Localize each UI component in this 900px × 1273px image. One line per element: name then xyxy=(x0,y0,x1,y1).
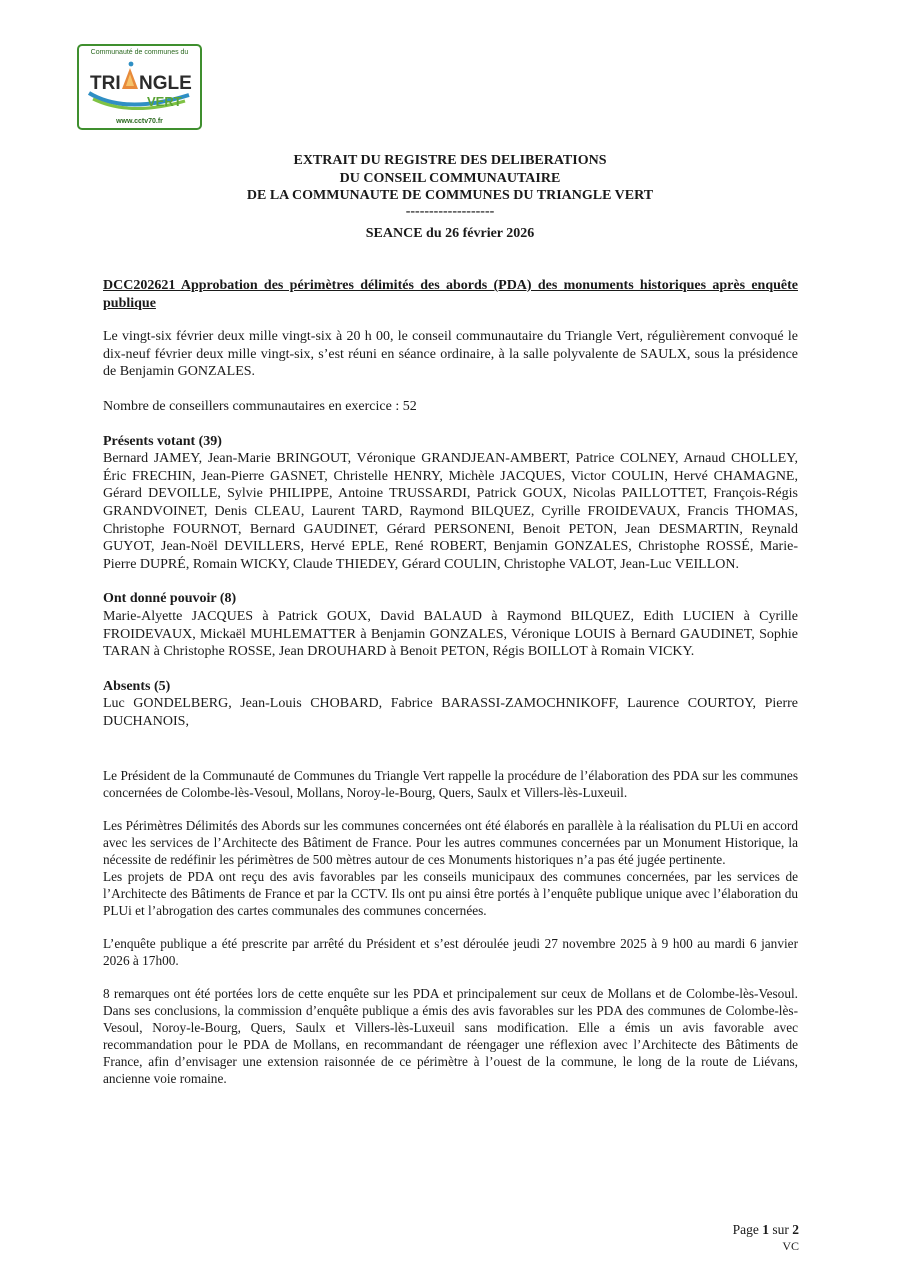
presents-heading: Présents votant (39) xyxy=(103,433,222,449)
deliberation-body xyxy=(103,277,798,1087)
logo-word-vert: VERT xyxy=(147,94,182,109)
page-number: Page 1 sur 2 xyxy=(732,1222,799,1237)
page-initials: VC xyxy=(782,1239,799,1253)
document-header xyxy=(100,152,800,242)
logo-word-ngle: NGLE xyxy=(139,73,192,94)
logo-drop-icon xyxy=(129,62,134,67)
deliberation-title: DCC202621 Approbation des périmètres délimités des abords (PDA) des monuments historiques après enquête publique xyxy=(103,278,798,311)
paragraph-perimetres: Les Périmètres Délimités des Abords sur les communes concernées ont été élaborés en parallèle à la réalisation du PLUi en accord avec les services de l’Architecte des Bâtiment de France. Pour les autres communes concernées par un Monument Historique, la nécessite de redéfinir les périmètres de 500 mètres autour de ces Monuments historiques n’a pas été jugée pertinente. xyxy=(103,818,798,868)
seance-date: SEANCE du 26 février 2026 xyxy=(365,225,535,241)
logo-word-tri: TRI xyxy=(90,73,121,94)
logo xyxy=(77,44,202,130)
paragraph-enquete: L’enquête publique a été prescrite par arrêté du Président et s’est déroulée jeudi 27 novembre 2025 à 9 h00 au mardi 6 janvier 2026 à 17h00. xyxy=(103,936,798,969)
pouvoir-list: Marie-Alyette JACQUES à Patrick GOUX, David BALAUD à Raymond BILQUEZ, Edith LUCIEN à Cyrille FROIDEVAUX, Mickaël MUHLEMATTER à Benjamin GONZALES, Véronique LOUIS à Bernard GAUDINET, Sophie TARAN à Christophe ROSSE, Jean DROUHARD à Benoit PETON, Régis BOILLOT à Romain VICKY. xyxy=(103,608,798,660)
intro-paragraph: Le vingt-six février deux mille vingt-six à 20 h 00, le conseil communautaire du Triangle Vert, régulièrement convoqué le dix-neuf février deux mille vingt-six, s’est réuni en séance ordinaire, à la salle polyvalente de SAULX, sous la présidence de Benjamin GONZALES. xyxy=(103,329,798,380)
logo-url: www.cctv70.fr xyxy=(116,118,163,125)
paragraph-remarques: 8 remarques ont été portées lors de cette enquête sur les PDA et principalement sur ceux de Mollans et de Colombe-lès-Vesoul. Dans ses conclusions, la commission d’enquête publique a émis des avis favorables sur les PDA des communes de Colombe-lès-Vesoul, Noroy-le-Bourg, Quers, Saulx et Villers-lès-Luxeuil sans modification. Elle a émis un avis favorable avec recommandation pour le PDA de Mollans, en recommandant de réengager une réflexion avec l’Architecte des Bâtiments de France, afin d’envisager une extension raisonnée de ce périmètre à l’ouest de la commune, le long de la route de Liévans, ancienne voie romaine. xyxy=(103,986,798,1087)
pouvoir-heading: Ont donné pouvoir (8) xyxy=(103,591,237,607)
paragraph-projets: Les projets de PDA ont reçu des avis favorables par les conseils municipaux des communes concernées, par les services de l’Architecte des Bâtiments de France et par la CCTV. Ils ont pu ainsi être portés à l’enquête publique unique avec l’élaboration du PLUi et l’abrogation des cartes communales des communes concernées. xyxy=(103,869,798,919)
absents-list: Luc GONDELBERG, Jean-Louis CHOBARD, Fabrice BARASSI-ZAMOCHNIKOFF, Laurence COURTOY, Pierre DUCHANOIS, xyxy=(103,696,798,729)
header-line-2: DU CONSEIL COMMUNAUTAIRE xyxy=(339,170,561,186)
header-separator: ------------------- xyxy=(405,203,495,219)
absents-heading: Absents (5) xyxy=(103,678,171,694)
logo-top-text: Communauté de communes du xyxy=(90,49,189,56)
paragraph-procedure: Le Président de la Communauté de Communes du Triangle Vert rappelle la procédure de l’élaboration des PDA sur les communes concernées de Colombe-lès-Vesoul, Mollans, Noroy-le-Bourg, Quers, Saulx et Villers-lès-Luxeuil. xyxy=(103,768,798,801)
logo-graphic xyxy=(85,59,195,117)
header-line-3: DE LA COMMUNAUTE DE COMMUNES DU TRIANGLE VERT xyxy=(246,188,654,203)
presents-list: Bernard JAMEY, Jean-Marie BRINGOUT, Véronique GRANDJEAN-AMBERT, Patrice COLNEY, Arnaud CHOLLEY, Éric FRECHIN, Jean-Pierre GASNET, Christelle HENRY, Michèle JACQUES, Victor COULIN, Hervé CHAMAGNE, Gérard DEVOILLE, Sylvie PHILIPPE, Antoine TRUSSARDI, Patrick GOUX, Nicolas PAILLOTTET, François-Régis GRANDVOINET, Denis CLEAU, Laurent TARD, Raymond BILQUEZ, Cyrille FROIDEVAUX, Francis THOMAS, Christophe FOURNOT, Bernard GAUDINET, Gérard PERSONENI, Benoit PETON, Jean DESMARTIN, Reynald GUYOT, Jean-Noël DEVILLERS, Hervé EPLE, René ROBERT, Benjamin GONZALES, Christophe ROSSÉ, Marie-Pierre DUPRÉ, Romain WICKY, Claude THIEDEY, Gérard COULIN, Christophe VALOT, Jean-Luc VEILLON. xyxy=(103,451,798,572)
header-line-1: EXTRAIT DU REGISTRE DES DELIBERATIONS xyxy=(293,153,607,168)
nombre-conseillers: Nombre de conseillers communautaires en exercice : 52 xyxy=(103,398,417,414)
page-footer xyxy=(733,1222,799,1254)
